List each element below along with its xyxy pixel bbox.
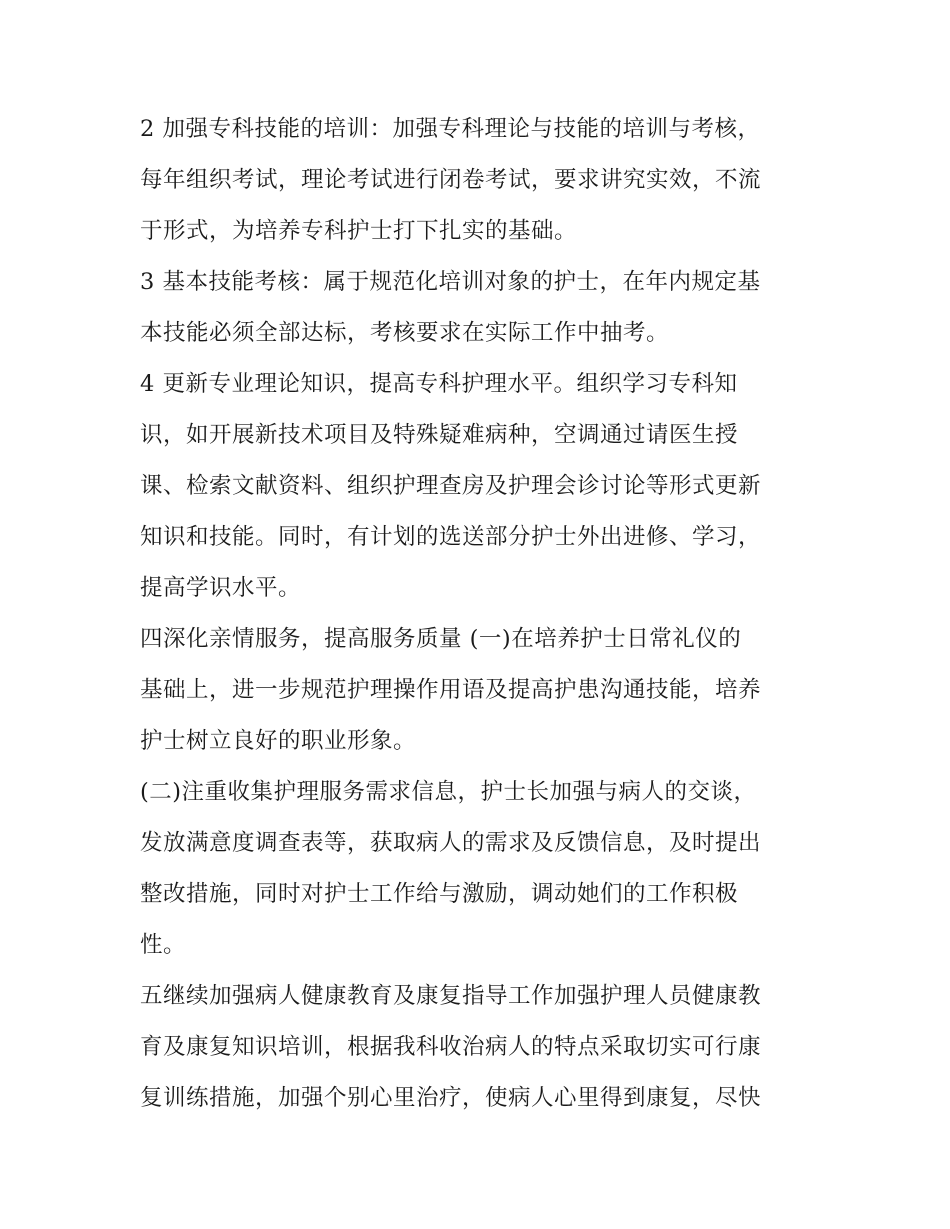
text-line: 整改措施，同时对护士工作给与激励，调动她们的工作积极	[140, 881, 739, 907]
text-line: 发放满意度调查表等，获取病人的需求及反馈信息，及时提出	[140, 830, 762, 856]
text-line: 识，如开展新技术项目及特殊疑难病种，空调通过请医生授	[140, 422, 739, 448]
text-line: 于形式，为培养专科护士打下扎实的基础。	[140, 218, 578, 244]
text-line: 2 加强专科技能的培训：加强专科理论与技能的培训与考核，	[140, 116, 761, 142]
text-line: 3 基本技能考核：属于规范化培训对象的护士，在年内规定基	[140, 269, 761, 295]
text-line: 四深化亲情服务，提高服务质量 (一)在培养护士日常礼仪的	[140, 626, 742, 652]
text-line: 性。	[140, 932, 187, 958]
text-line: 每年组织考试，理论考试进行闭卷考试，要求讲究实效，不流	[140, 167, 762, 193]
text-line: 五继续加强病人健康教育及康复指导工作加强护理人员健康教	[140, 983, 762, 1009]
text-line: 4 更新专业理论知识，提高专科护理水平。组织学习专科知	[140, 371, 738, 397]
text-line: (二)注重收集护理服务需求信息，护士长加强与病人的交谈，	[140, 779, 757, 805]
text-line: 提高学识水平。	[140, 575, 302, 601]
text-line: 育及康复知识培训，根据我科收治病人的特点采取切实可行康	[140, 1034, 762, 1060]
document-body	[140, 104, 820, 1124]
text-line: 本技能必须全部达标，考核要求在实际工作中抽考。	[140, 320, 670, 346]
text-line: 复训练措施，加强个别心里治疗，使病人心里得到康复，尽快	[140, 1085, 762, 1111]
text-line: 知识和技能。同时，有计划的选送部分护士外出进修、学习，	[140, 524, 762, 550]
text-line: 课、检索文献资料、组织护理查房及护理会诊讨论等形式更新	[140, 473, 762, 499]
text-line: 基础上，进一步规范护理操作用语及提高护患沟通技能，培养	[140, 677, 762, 703]
text-line: 护士树立良好的职业形象。	[140, 728, 417, 754]
